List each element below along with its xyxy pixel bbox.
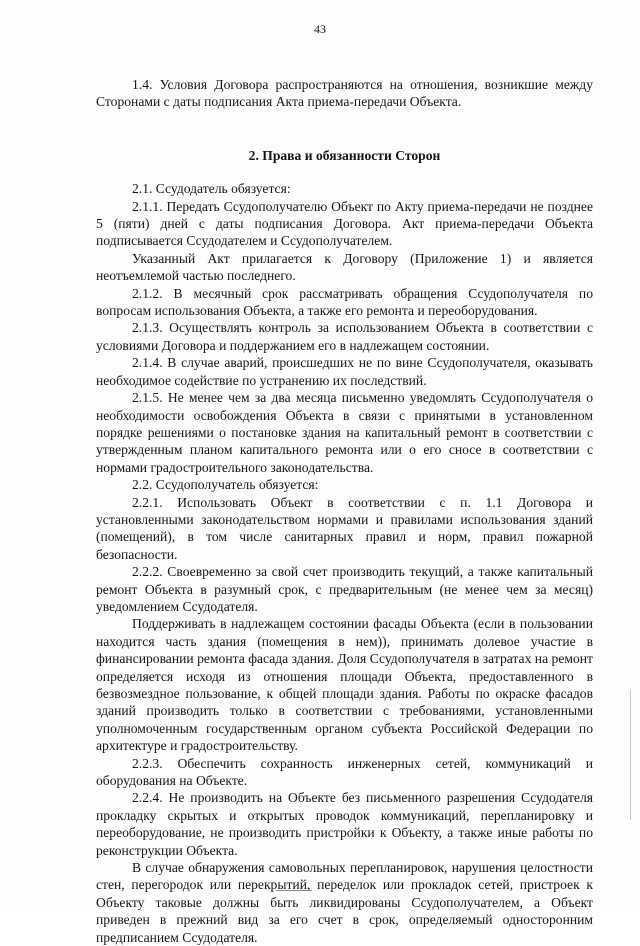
paragraph-2-2-3: 2.2.3. Обеспечить сохранность инженерных сетей, коммуникаций и оборудования на Объекте. — [96, 755, 593, 789]
paragraph-act-appendix: Указанный Акт прилагается к Договору (Приложение 1) и является неотъемлемой частью последнего. — [96, 250, 593, 284]
paragraph-2-2: 2.2. Ссудополучатель обязуется: — [132, 477, 319, 493]
paragraph-2-1-4: 2.1.4. В случае аварий, происшедших не по вине Ссудополучателя, оказывать необходимое содействие по устранению их последствий. — [96, 355, 593, 388]
paragraph-2-2-2: 2.2.2. Своевременно за свой счет производить текущий, а также капитальный ремонт Объекта в разумный срок, с предварительным (не менее чем за месяц) уведомлением Ссудодателя. — [96, 564, 593, 614]
document-body — [96, 76, 593, 946]
paragraph-2-2-4: 2.2.4. Не производить на Объекте без письменного разрешения Ссудодателя прокладку скрытых и открытых проводок коммуникаций, перепланировку и переоборудование, не производить пристройки к Объекту, а также иные работы по реконструкции Объекта. — [96, 790, 593, 858]
paragraph-facades: Поддерживать в надлежащем состоянии фасады Объекта (если в пользовании находится часть здания (помещения в нем)), принимать долевое участие в финансировании ремонта фасада здания. Доля Ссудополучателя в затратах на ремонт определяется исходя из отношения площади Объекта, предоставленного в безвозмездное пользование, к общей площади здания. Работы по окраске фасадов зданий производить только в соответствии с требованиями, установленными уполномоченным государственным органом субъекта Российской Федерации по архитектуре и градостроительству. — [96, 616, 593, 754]
paragraph-unauthorized-changes: В случае обнаружения самовольных перепланировок, нарушения целостности стен, перегородок или перекрытий, переделок или прокладок сетей, пристроек к Объекту таковые должны быть ликвидированы Ссудополучателем, а Объект приведен в прежний вид за его счет в срок, определяемый односторонним предписанием Ссудодателя. — [96, 860, 593, 945]
page-bottom-mark — [276, 890, 312, 891]
scan-edge-line — [630, 690, 631, 820]
paragraph-2-1-5: 2.1.5. Не менее чем за два месяца письменно уведомлять Ссудополучателя о необходимости освобождения Объекта в связи с принятыми в установленном порядке решениями о постановке здания на капитальный ремонт в соответствии с утвержденным планом капитального ремонта или о его сносе в соответствии с нормами градостроительного законодательства. — [96, 390, 593, 475]
intro-paragraph: 1.4. Условия Договора распространяются на отношения, возникшие между Сторонами с даты подписания Акта приема-передачи Объекта. — [96, 77, 593, 110]
paragraph-2-1: 2.1. Ссудодатель обязуется: — [132, 181, 291, 197]
paragraph-2-1-1: 2.1.1. Передать Ссудополучателю Объект по Акту приема-передачи не позднее 5 (пяти) дней с даты подписания Договора. Акт приема-передачи Объекта подписывается Ссудодателем и Ссудополучателем. — [96, 198, 593, 249]
paragraph-2-2-1: 2.2.1. Использовать Объект в соответствии с п. 1.1 Договора и установленными законодательством нормами и правилами использования зданий (помещений), в том числе санитарных правил и норм, правил пожарной безопасности. — [96, 494, 593, 562]
page-number: 43 — [314, 22, 326, 36]
paragraph-2-1-3: 2.1.3. Осуществлять контроль за использованием Объекта в соответствии с условиями Договора и поддержанием его в надлежащем состоянии. — [96, 320, 593, 353]
paragraph-2-1-2: 2.1.2. В месячный срок рассматривать обращения Ссудополучателя по вопросам использования Объекта, а также его ремонта и переоборудования. — [96, 285, 593, 319]
section-title: 2. Права и обязанности Сторон — [248, 147, 441, 163]
